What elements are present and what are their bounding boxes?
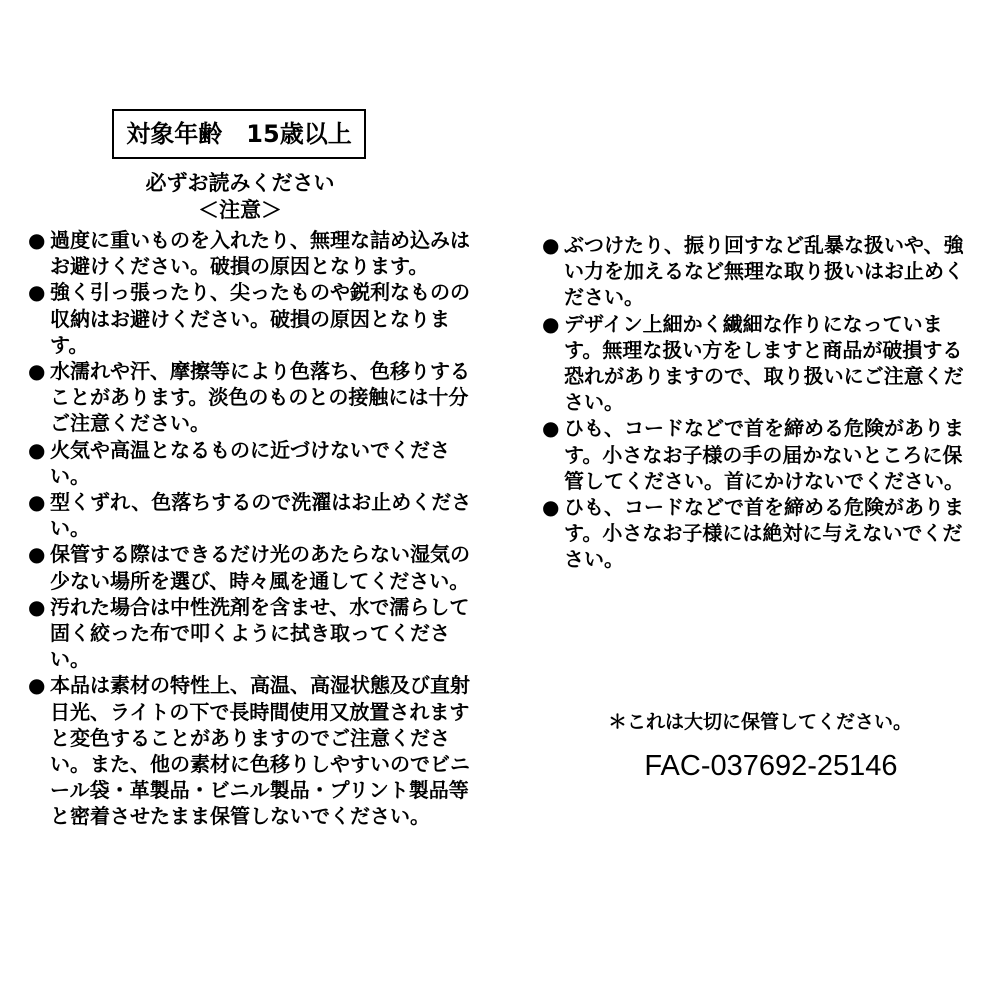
bullet-icon: ● [28,542,46,567]
caution-item [28,489,473,541]
bullet-icon: ● [28,359,46,384]
bullet-icon: ● [542,495,560,520]
caution-item [28,279,473,358]
caution-list-right [542,232,977,573]
caution-item-text: ぶつけたり、振り回すなど乱暴な扱いや、強い力を加えるなど無理な取り扱いはお止めください。 [564,233,964,310]
caution-item-text: ひも、コードなどで首を締める危険があります。小さなお子様には絶対に与えないでください。 [564,495,964,572]
bullet-icon: ● [28,490,46,515]
caution-item-text: 保管する際はできるだけ光のあたらない湿気の少ない場所を選び、時々風を通してください。 [50,542,470,593]
bullet-icon: ● [28,228,46,252]
caution-item-text: ひも、コードなどで首を締める危険があります。小さなお子様の手の届かないところに保管してください。首にかけないでください。 [564,416,964,493]
age-rating-box: 対象年齢 15歳以上 [112,109,366,159]
bullet-icon: ● [542,416,560,441]
bullet-icon: ● [28,673,46,698]
caution-item [542,415,977,494]
bullet-icon: ● [28,437,46,462]
caution-item [542,494,977,573]
caution-item-text: 火気や高温となるものに近づけないでください。 [50,437,450,488]
caution-item-text: 汚れた場合は中性洗剤を含ませ、水で濡らして固く絞った布で叩くように拭き取ってください。 [50,594,470,672]
caution-list-left [28,227,473,830]
caution-item [542,311,977,416]
caution-item-text: 水濡れや汗、摩擦等により色落ち、色移りすることがあります。淡色のものとの接触には十分ご注意ください。 [50,359,470,436]
caution-item-text: デザイン上細かく繊細な作りになっています。無理な扱い方をしますと商品が破損する恐れがありますので、取り扱いにご注意ください。 [564,311,964,415]
caution-item-text: 本品は素材の特性上、高温、高湿状態及び直射日光、ライトの下で長時間使用又放置されますと変色することがありますのでご注意ください。また、他の素材に色移りしやすいのでビニール袋・革製品・ビニル製品・プリント製品等と密着させたまま保管しないでください。 [50,673,470,829]
bullet-icon: ● [28,594,46,619]
product-code: FAC-037692-25146 [644,750,898,782]
caution-item [28,594,473,673]
caution-item [28,227,473,279]
caution-item [28,672,473,829]
caution-item [542,232,977,311]
caution-item-text: 過度に重いものを入れたり、無理な詰め込みはお避けください。破損の原因となります。 [50,228,470,279]
keep-note: ＊これは大切に保管してください。 [607,711,912,733]
bullet-icon: ● [542,311,560,336]
bullet-icon: ● [28,280,46,305]
must-read-heading: 必ずお読みください [145,171,335,195]
caution-item-text: 型くずれ、色落ちするので洗濯はお止めください。 [50,490,472,541]
caution-item [28,541,473,593]
caution-heading: ＜注意＞ [198,198,282,222]
caution-item-text: 強く引っ張ったり、尖ったものや鋭利なものの収納はお避けください。破損の原因となります。 [50,280,470,357]
bullet-icon: ● [542,233,560,257]
caution-item [28,358,473,437]
caution-item [28,437,473,489]
